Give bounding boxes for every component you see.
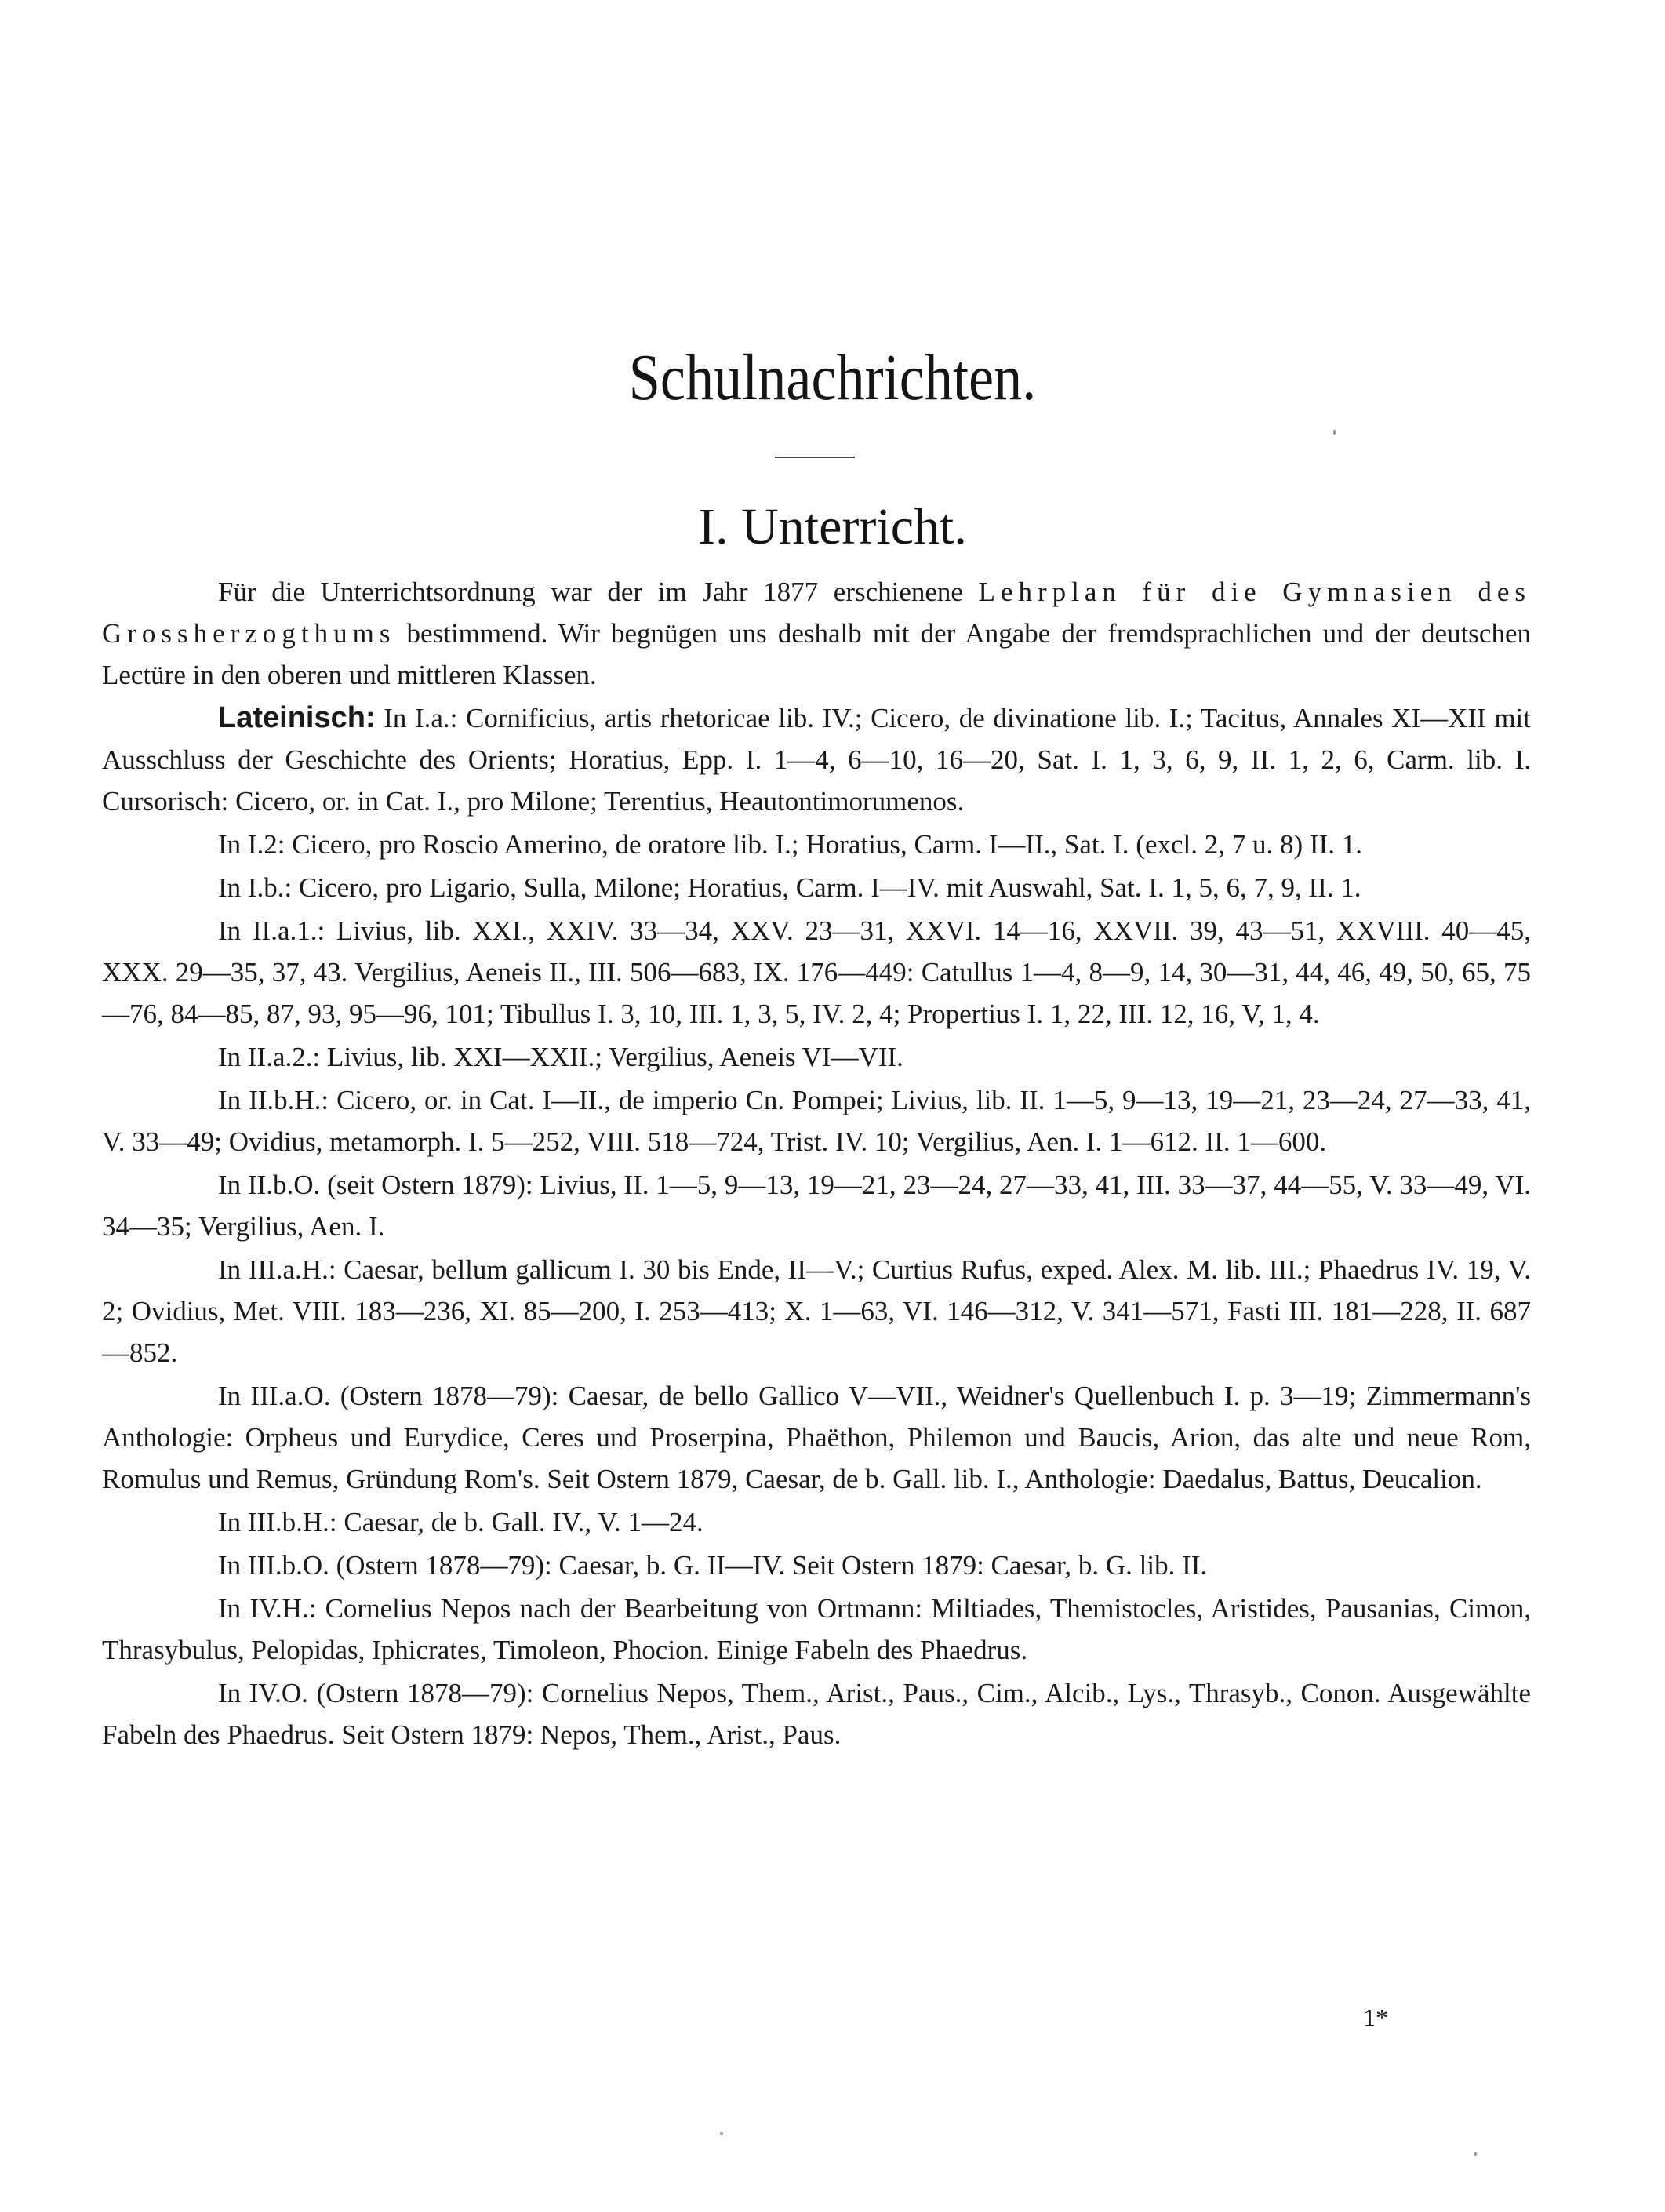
class-entry: In II.b.O. (seit Ostern 1879): Livius, II. 1—5, 9—13, 19—21, 23—24, 27—33, 41, III. 33—37, 44—55, V. 33—49, VI. 34—35; Vergilius, Aen. I. — [102, 1170, 1531, 1242]
class-entry: In I.2: Cicero, pro Roscio Amerino, de oratore lib. I.; Horatius, Carm. I—II., Sat. I. (excl. 2, 7 u. 8) II. 1. — [218, 829, 1362, 860]
paper-speck — [720, 2132, 723, 2135]
latin-first-entry: In I.a.: Cornificius, artis rhetoricae lib. IV.; Cicero, de divinatione lib. I.; Tacitus, Annales XI—XII mit Ausschluss der Geschichte des Orients; Horatius, Epp. I. 1—4, 6—10, 16—20, Sat. I. 1, 3, 6, 9, II. 1, 2, 6, Carm. lib. I. Cursorisch: Cicero, or. in Cat. I., pro Milone; Terentius, Heautontimorumenos. — [102, 703, 1531, 817]
class-entry: In IV.O. (Ostern 1878—79): Cornelius Nepos, Them., Arist., Paus., Cim., Alcib., Lys., Thrasyb., Conon. Ausgewählte Fabeln des Phaedrus. Seit Ostern 1879: Nepos, Them., Arist., Paus. — [102, 1678, 1531, 1750]
section-heading: I. Unterricht. — [698, 498, 967, 555]
class-entry: In III.a.H.: Caesar, bellum gallicum I. 30 bis Ende, II—V.; Curtius Rufus, exped. Alex. M. lib. III.; Phaedrus IV. 19, V. 2; Ovidius, Met. VIII. 183—236, XI. 85—200, I. 253—413; X. 1—63, VI. 146—312, V. 341—571, Fasti III. 181—228, II. 687—852. — [102, 1254, 1531, 1368]
latin-paragraph — [102, 697, 1531, 822]
class-entry: In II.a.1.: Livius, lib. XXI., XXIV. 33—34, XXV. 23—31, XXVI. 14—16, XXVII. 39, 43—51, XXVIII. 40—45, XXX. 29—35, 37, 43. Vergilius, Aeneis II., III. 506—683, IX. 176—449: Catullus 1—4, 8—9, 14, 30—31, 44, 46, 49, 50, 65, 75—76, 84—85, 87, 93, 95—96, 101; Tibullus I. 3, 10, III. 1, 3, 5, IV. 2, 4; Propertius I. 1, 22, III. 12, 16, V, 1, 4. — [102, 915, 1531, 1029]
intro-text-end: bestimmend. Wir begnügen uns deshalb mit der Angabe der fremdsprachlichen und der deutschen Lectüre in den oberen und mittleren Klassen. — [102, 618, 1531, 690]
class-entry: In II.b.H.: Cicero, or. in Cat. I—II., de imperio Cn. Pompei; Livius, lib. II. 1—5, 9—13, 19—21, 23—24, 27—33, 41, V. 33—49; Ovidius, metamorph. I. 5—252, VIII. 518—724, Trist. IV. 10; Vergilius, Aen. I. 1—612. II. 1—600. — [102, 1085, 1531, 1157]
class-entry: In III.b.O. (Ostern 1878—79): Caesar, b. G. II—IV. Seit Ostern 1879: Caesar, b. G. lib. II. — [218, 1550, 1208, 1581]
class-entry: In II.a.2.: Livius, lib. XXI—XXII.; Vergilius, Aeneis VI—VII. — [218, 1042, 903, 1072]
class-entry: In I.b.: Cicero, pro Ligario, Sulla, Milone; Horatius, Carm. I—IV. mit Auswahl, Sat. I. 1, 5, 6, 7, 9, II. 1. — [218, 872, 1361, 903]
page-number: 1* — [1363, 2003, 1388, 2032]
curriculum-title: Lehrplan für die Gymnasien des Grossherzogthums — [102, 577, 1531, 649]
paper-speck — [1333, 430, 1336, 435]
intro-paragraph — [102, 571, 1531, 696]
intro-text-start: Für die Unterrichtsordnung war der im Jahr 1877 erschienene — [218, 577, 979, 607]
class-entry: In IV.H.: Cornelius Nepos nach der Bearbeitung von Ortmann: Miltiades, Themistocles, Aristides, Pausanias, Cimon, Thrasybulus, Pelopidas, Iphicrates, Timoleon, Phocion. Einige Fabeln des Phaedrus. — [102, 1593, 1531, 1665]
page-title: Schulnachrichten. — [628, 341, 1037, 414]
body-text — [102, 571, 1531, 1755]
paper-speck — [1474, 2152, 1477, 2156]
class-entry: In III.a.O. (Ostern 1878—79): Caesar, de bello Gallico V—VII., Weidner's Quellenbuch I. p. 3—19; Zimmermann's Anthologie: Orpheus und Eurydice, Ceres und Proserpina, Phaëthon, Philemon und Baucis, Arion, das alte und neue Rom, Romulus und Remus, Gründung Rom's. Seit Ostern 1879, Caesar, de b. Gall. lib. I., Anthologie: Daedalus, Battus, Deucalion. — [102, 1381, 1531, 1494]
class-entry: In III.b.H.: Caesar, de b. Gall. IV., V. 1—24. — [218, 1507, 703, 1537]
language-label: Lateinisch: — [218, 701, 376, 734]
title-divider — [775, 457, 855, 458]
